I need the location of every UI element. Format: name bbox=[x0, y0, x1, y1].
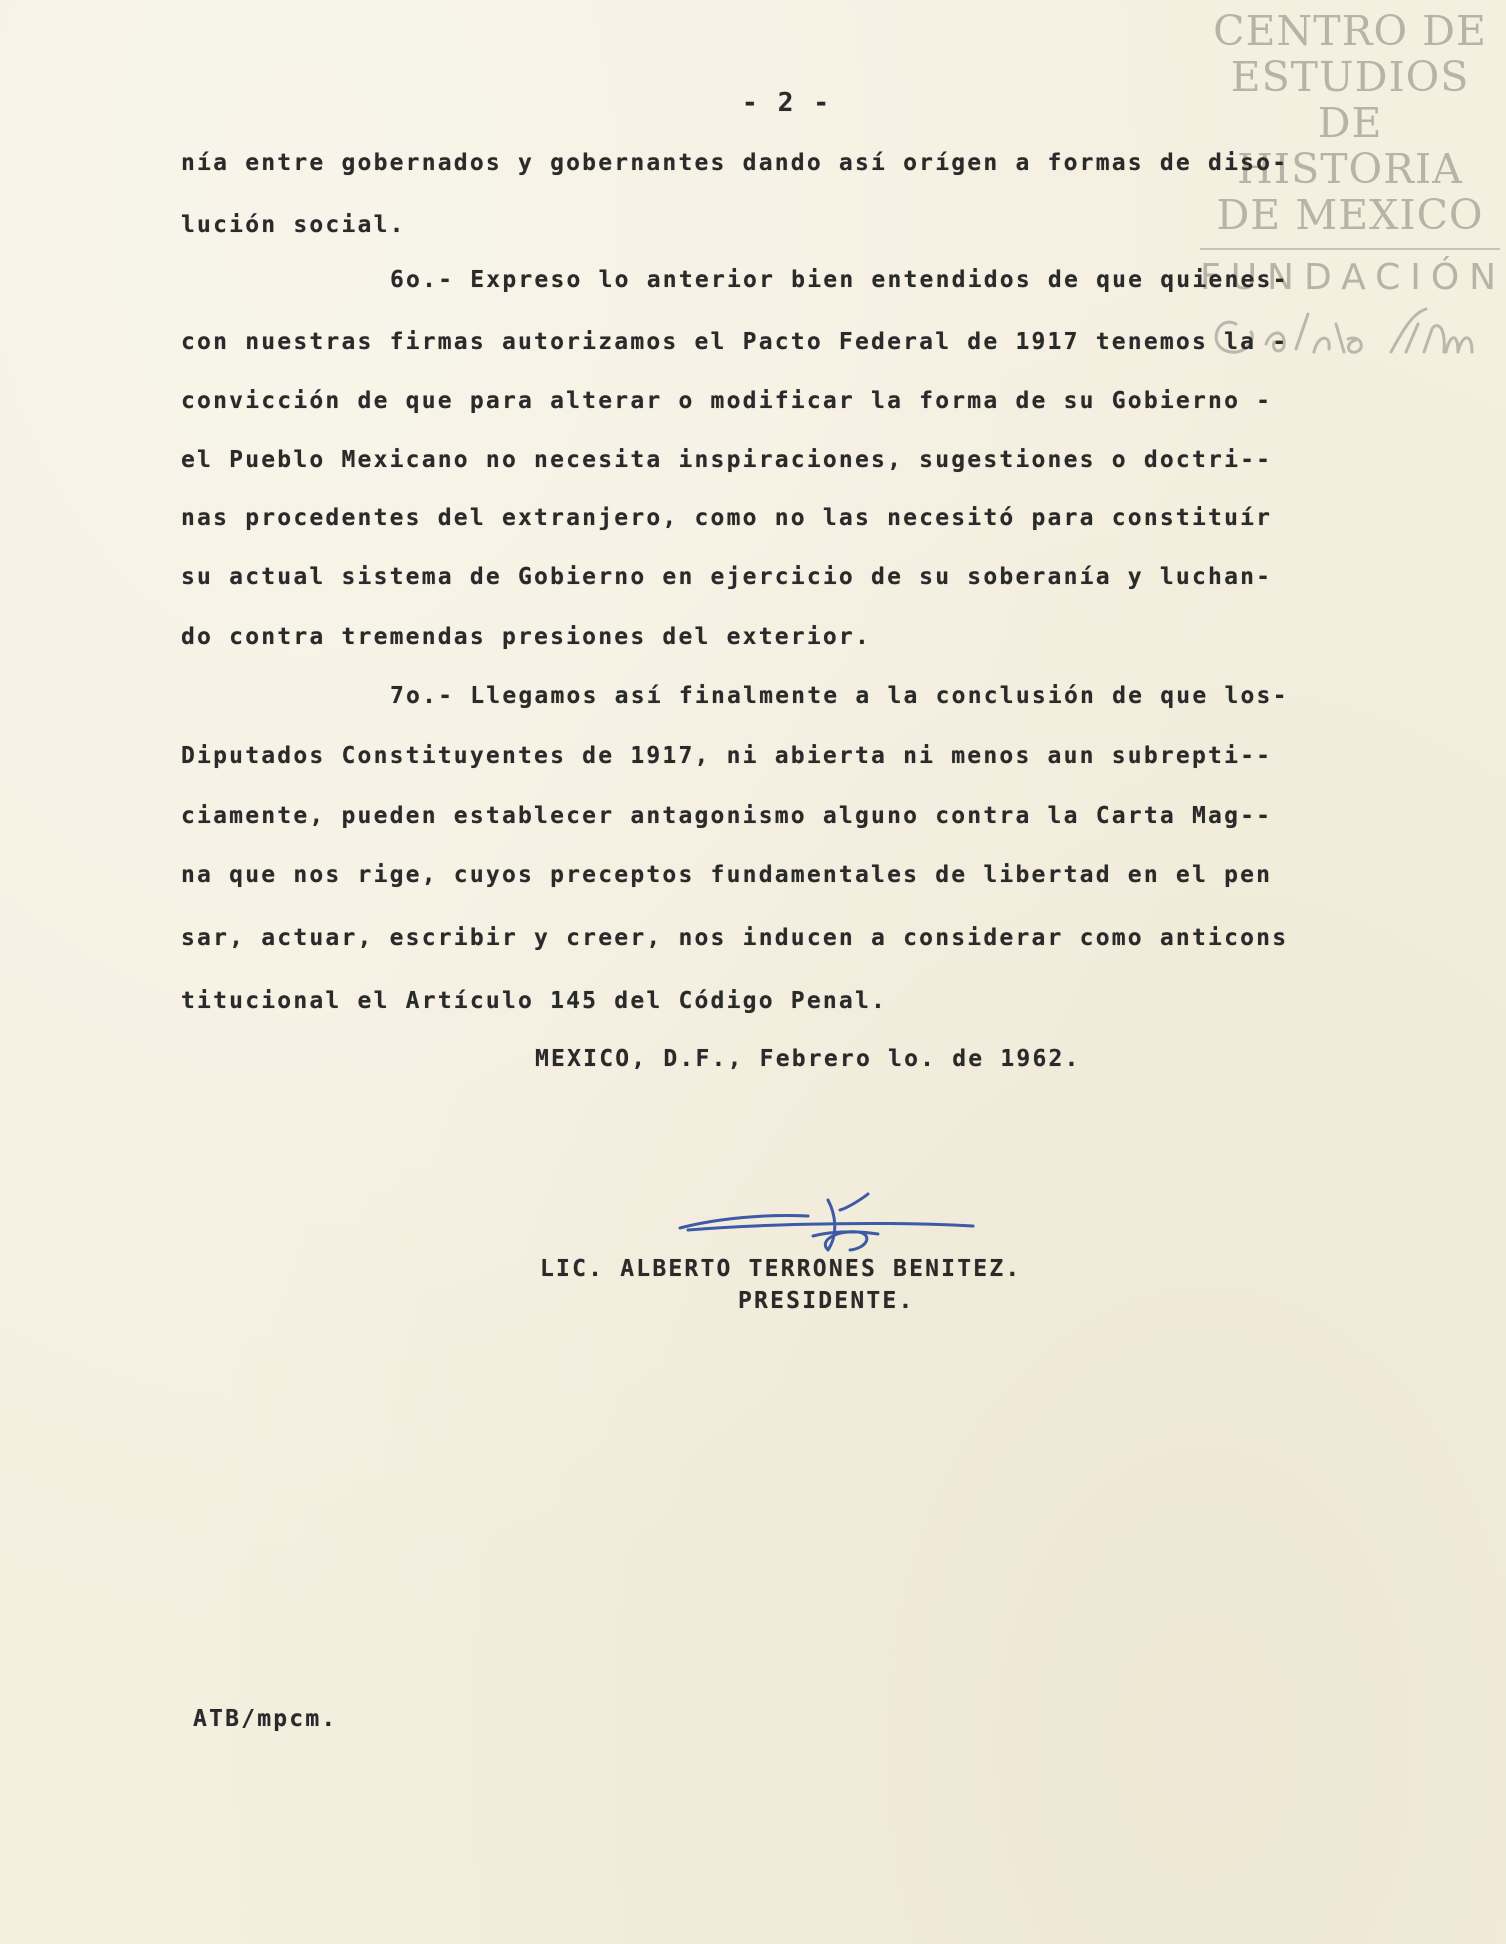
watermark-line: DE MEXICO bbox=[1216, 191, 1484, 239]
text-line: nía entre gobernados y gobernantes dando así orígen a formas de diso- bbox=[181, 150, 1289, 176]
watermark-line: CENTRO DE bbox=[1213, 7, 1487, 55]
text-line: na que nos rige, cuyos preceptos fundamentales de libertad en el pen bbox=[181, 862, 1273, 888]
text-line: nas procedentes del extranjero, como no las necesitó para constituír bbox=[181, 505, 1273, 531]
text-line: su actual sistema de Gobierno en ejercicio de su soberanía y luchan- bbox=[181, 564, 1273, 590]
text-line: sar, actuar, escribir y creer, nos inducen a considerar como anticons bbox=[181, 925, 1289, 951]
text-line: do contra tremendas presiones del exterior. bbox=[181, 624, 872, 650]
text-line: 6o.- Expreso lo anterior bien entendidos de que quienes- bbox=[390, 267, 1289, 293]
watermark-line: ESTUDIOS bbox=[1230, 53, 1470, 101]
signer-name: LIC. ALBERTO TERRONES BENITEZ. bbox=[540, 1256, 1022, 1282]
text-line: 7o.- Llegamos así finalmente a la conclusión de que los- bbox=[390, 683, 1289, 709]
text-line: lución social. bbox=[181, 212, 406, 238]
text-line: ciamente, pueden establecer antagonismo alguno contra la Carta Mag-- bbox=[181, 803, 1273, 829]
page-number: - 2 - bbox=[742, 88, 832, 118]
place-date: MEXICO, D.F., Febrero lo. de 1962. bbox=[535, 1046, 1081, 1072]
watermark-divider bbox=[1200, 248, 1500, 250]
text-line: convicción de que para alterar o modificar la forma de su Gobierno - bbox=[181, 388, 1273, 414]
signer-title: PRESIDENTE. bbox=[738, 1288, 915, 1314]
watermark-line: DE HISTORIA bbox=[1237, 99, 1463, 193]
text-line: Diputados Constituyentes de 1917, ni abierta ni menos aun subrepti-- bbox=[181, 743, 1273, 769]
typist-initials: ATB/mpcm. bbox=[193, 1706, 338, 1732]
text-line: titucional el Artículo 145 del Código Penal. bbox=[181, 988, 888, 1014]
watermark-foundation: FUNDACIÓN bbox=[1200, 257, 1506, 298]
text-line: el Pueblo Mexicano no necesita inspiraciones, sugestiones o doctri-- bbox=[181, 447, 1273, 473]
text-line: con nuestras firmas autorizamos el Pacto Federal de 1917 tenemos la - bbox=[181, 329, 1289, 355]
